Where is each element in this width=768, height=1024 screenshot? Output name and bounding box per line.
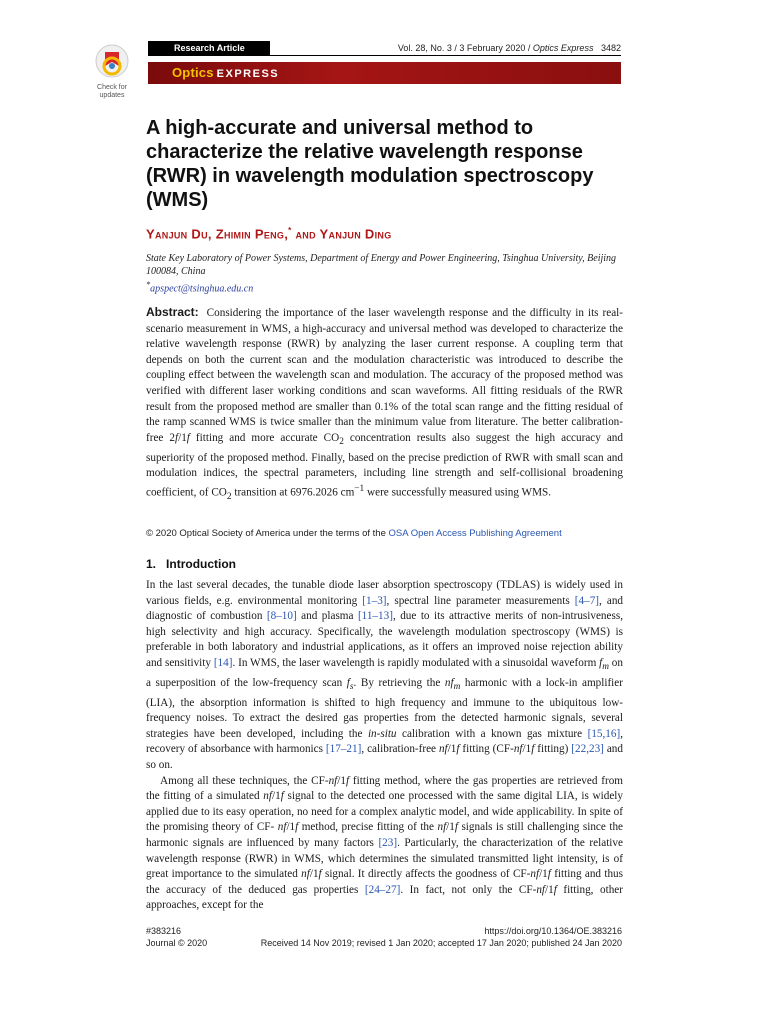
journal-copyright: Journal © 2020 [146, 938, 208, 948]
citation-link[interactable]: [4–7] [574, 594, 600, 607]
header-rule [148, 55, 621, 56]
italic-symbol: f [531, 743, 535, 756]
introduction-body [146, 578, 623, 914]
italic-symbol: f [553, 883, 557, 896]
citation-prefix: Vol. 28, No. 3 / 3 February 2020 / [397, 43, 533, 53]
copyright-line [146, 528, 562, 539]
text-run: Among all these techniques, the CF- [160, 774, 329, 787]
affiliation-text: State Key Laboratory of Power Systems, Department of Energy and Power Engineering, Tsinghua University, Beijing 100084, China [146, 253, 617, 277]
text-run: fitting and thus the accuracy of the deduced gas properties [146, 868, 623, 896]
text-run: /1 [545, 883, 554, 896]
italic-symbol: f [318, 868, 322, 881]
page-number: 3482 [600, 43, 621, 53]
authors-part-b: and Yanjun Ding [291, 226, 392, 242]
abstract-sub-b: 2 [226, 491, 232, 502]
abstract-text-a: Considering the importance of the laser wavelength response and the difficulty in its real-scenario measurement in WMS, a high-accuracy and universal method was developed to characterize the relative wavelength response (RWR) by analyzing the laser current response. A coupling term that depends on both the current scan and the modulation characteristic was introduced to describe the coupling effect between the wavelength scan and modulation. The accuracy of the proposed method was verified with different laser working conditions and scan waveforms. All fitting residuals of the RWR result from the proposed method are smaller than 0.1% of the total scan range and the fitting residual of the ramp scanned WMS is twice smaller than the minimum value from literature. The better calibration-free 2 [146, 307, 624, 444]
author-list [146, 226, 392, 241]
footer-right [261, 925, 622, 949]
text-run: and so on. [146, 743, 623, 771]
text-run: /1 [522, 743, 532, 756]
italic-symbol: f [599, 656, 603, 669]
text-run: signals is still challenging since the harmonic signals are influenced by many factors [146, 821, 624, 849]
citation-link[interactable]: [8–10] [266, 610, 297, 623]
badge-text [90, 84, 134, 100]
article-title: A high-accurate and universal method to characterize the relative wavelength response (RWR) in wavelength modulation spectroscopy (WMS) [146, 117, 594, 211]
crossmark-icon [95, 44, 129, 78]
abstract-f-a: f [174, 431, 179, 444]
paragraph [146, 578, 623, 774]
text-run: on a superposition of the low-frequency scan [146, 656, 623, 689]
italic-symbol: in-situ [367, 727, 397, 740]
affiliation [146, 252, 626, 295]
abstract-text-d: transition at 6976.2026 cm [231, 486, 355, 499]
text-run: /1 [447, 743, 457, 756]
citation-journal: Optics Express [532, 43, 594, 53]
italic-symbol: nf [444, 676, 454, 689]
abstract-text-c: concentration results also suggest the high accuracy and superiority of the proposed method. Finally, based on the precise prediction of RWR with small scan and modulation indices, the spectral parameters, including line strength and self-collisional broadening coefficient, of CO [146, 431, 623, 499]
italic-symbol: nf [438, 743, 448, 756]
journal-logo [172, 62, 279, 85]
abstract-text-b: fitting and more accurate CO [189, 431, 340, 444]
text-run: In the last several decades, the tunable diode laser absorption spectroscopy (TDLAS) is widely used in various fields, e.g. environmental monitoring [146, 579, 623, 607]
text-run: . In WMS, the laser wavelength is rapidly modulated with a sinusoidal waveform [232, 656, 600, 669]
italic-symbol: f [346, 676, 350, 689]
license-link[interactable]: OSA Open Access Publishing Agreement [388, 528, 562, 539]
section-title: Introduction [166, 557, 237, 571]
text-run: calibration with a known gas mixture [396, 727, 588, 740]
check-for-updates-badge[interactable] [90, 44, 134, 100]
abstract [146, 305, 623, 505]
section-number: 1. [146, 557, 157, 571]
subscript: m [602, 662, 609, 673]
text-run: . By retrieving the [353, 676, 445, 689]
citation-line [398, 41, 621, 55]
text-run: , spectral line parameter measurements [386, 594, 575, 607]
italic-symbol: f [547, 868, 551, 881]
citation-link[interactable]: [17–21] [325, 743, 362, 756]
journal-name-express: EXPRESS [216, 68, 280, 80]
text-run: , recovery of absorbance with harmonics [146, 727, 624, 756]
italic-symbol: nf [536, 883, 546, 896]
text-run: method, precise fitting of the [298, 821, 438, 834]
abstract-text-e: were successfully measured using WMS. [364, 486, 552, 499]
italic-symbol: nf [530, 868, 540, 881]
italic-symbol: f [456, 743, 460, 756]
text-run: /1 [309, 868, 319, 881]
section-heading [146, 557, 236, 571]
paragraph [146, 774, 623, 914]
text-run: , and diagnostic of combustion [146, 594, 624, 623]
subscript: m [453, 682, 461, 693]
text-run: fitting method, where the gas properties are retrieved from the fitting of a simulated [146, 774, 624, 803]
italic-symbol: nf [328, 774, 338, 787]
copyright-text: © 2020 Optical Society of America under the terms of the [146, 528, 389, 539]
citation-link[interactable]: [11–13] [357, 610, 393, 623]
italic-symbol: nf [301, 868, 310, 881]
text-run: . In fact, not only the CF- [400, 883, 537, 896]
citation-link[interactable]: [14] [213, 656, 233, 669]
citation-link[interactable]: [1–3] [362, 594, 387, 607]
text-run: harmonic with a lock-in amplifier (LIA), the absorption information is shifted to high frequency and immune to the ubiquitous low-frequency noises. To extract the desired gas properties from the detected harmonic signals, several strategies have been developed, including the [146, 676, 623, 740]
text-run: fitting (CF- [459, 743, 514, 756]
italic-symbol: f [280, 790, 284, 803]
badge-line-1: Check for [97, 84, 127, 91]
text-run: fitting) [534, 743, 572, 756]
corresponding-marker: * [288, 226, 292, 235]
email-marker: * [146, 280, 151, 289]
subscript: s [349, 682, 354, 693]
journal-banner [148, 62, 621, 84]
text-run: and plasma [296, 610, 358, 623]
citation-link[interactable]: [15,16] [587, 727, 621, 740]
citation-link[interactable]: [24–27] [364, 883, 401, 896]
text-run: /1 [286, 821, 296, 834]
abstract-label: Abstract: [146, 305, 199, 319]
italic-symbol: nf [437, 821, 447, 834]
citation-link[interactable]: [22,23] [571, 743, 604, 756]
text-run: fitting, other approaches, except for the [146, 883, 623, 912]
text-run: , calibration-free [361, 743, 439, 756]
italic-symbol: nf [277, 821, 287, 834]
italic-symbol: f [295, 821, 299, 834]
header-bar [148, 41, 621, 55]
doi-link[interactable]: https://doi.org/10.1364/OE.383216 [484, 926, 622, 936]
text-run: /1 [272, 790, 281, 803]
article-id: #383216 [146, 926, 182, 936]
abstract-sup: −1 [354, 483, 365, 494]
abstract-slash: /1 [178, 431, 187, 444]
text-run: . Particularly, the characterization of the relative wavelength response (RWR) in WMS, which determines the simulated transmitted light intensity, is of great importance to the simulated [146, 836, 623, 881]
italic-symbol: f [345, 774, 350, 787]
history-dates: Received 14 Nov 2019; revised 1 Jan 2020; accepted 17 Jan 2020; published 24 Jan 2020 [260, 938, 622, 948]
italic-symbol: nf [263, 790, 272, 803]
badge-line-2: updates [99, 92, 125, 99]
text-run: /1 [446, 821, 455, 834]
text-run: signal to the detected one processed with the same digital LIA, is widely applied due to its easy operation, no need for a complex analytic model, and wide applicability. In spite of the promising theory of CF- [146, 790, 623, 834]
text-run: signal. It directly affects the goodness of CF- [321, 868, 531, 881]
text-run: /1 [539, 868, 548, 881]
text-run: , due to its attractive merits of non-intrusiveness, high selectivity and high accuracy. Specifically, the wavelength modulation spectroscopy (WMS) is preferable in both laboratory and industrial applications, as it offers an improved noise rejection ability and sensitivity [146, 610, 623, 669]
authors-part-a: Yanjun Du, Zhimin Peng, [146, 226, 289, 242]
citation-link[interactable]: [23] [378, 836, 398, 849]
text-run: /1 [337, 774, 346, 787]
abstract-f-b: f [186, 431, 190, 444]
footer-left [146, 925, 207, 949]
italic-symbol: f [454, 821, 458, 834]
article-type-label: Research Article [148, 41, 270, 55]
author-email-link[interactable]: apspect@tsinghua.edu.cn [150, 283, 254, 295]
journal-name-optics: Optics [172, 65, 214, 80]
italic-symbol: nf [513, 743, 523, 756]
abstract-sub-a: 2 [339, 436, 344, 447]
